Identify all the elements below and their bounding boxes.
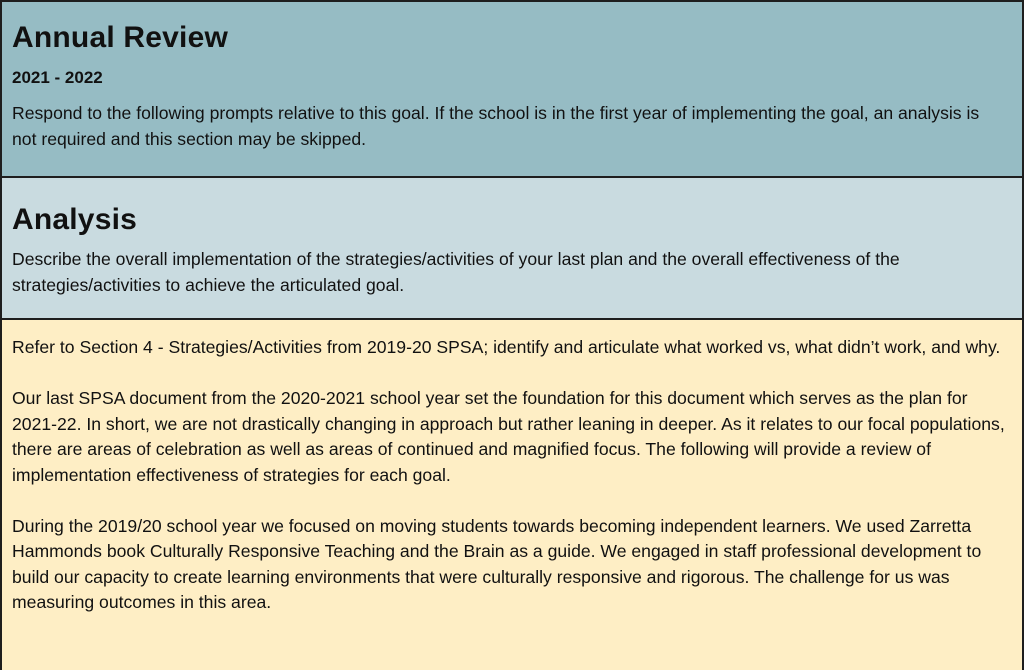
response-paragraph: Refer to Section 4 - Strategies/Activities from 2019-20 SPSA; identify and articulate what worked vs, what didn’t work, and why. (12, 337, 1001, 357)
annual-review-section (2, 2, 1022, 178)
response-paragraph: During the 2019/20 school year we focused on moving students towards becoming independent learners. We used Zarretta Hammonds book Culturally Responsive Teaching and the Brain as a guide. We engaged in staff professional development to build our capacity to create learning environments that were culturally responsive and rigorous. The challenge for us was measuring outcomes in this area. (12, 515, 982, 612)
analysis-heading: Analysis (12, 203, 137, 236)
analysis-response-field[interactable] (2, 320, 1022, 670)
response-paragraph: Our last SPSA document from the 2020-2021 school year set the foundation for this document which serves as the plan for 2021-22. In short, we are not drastically changing in approach but rather leaning in deeper. As it relates to our focal populations, there are areas of celebration as well as areas of continued and magnified focus. The following will provide a review of implementation effectiveness of strategies for each goal. (12, 388, 1005, 485)
annual-review-prompt: Respond to the following prompts relative to this goal. If the school is in the first year of implementing the goal, an analysis is not required and this section may be skipped. (12, 103, 980, 149)
school-year-label: 2021 - 2022 (12, 68, 103, 87)
analysis-section (2, 178, 1022, 320)
analysis-prompt: Describe the overall implementation of the strategies/activities of your last plan and the overall effectiveness of the strategies/activities to achieve the articulated goal. (12, 249, 900, 295)
annual-review-heading: Annual Review (12, 21, 228, 54)
